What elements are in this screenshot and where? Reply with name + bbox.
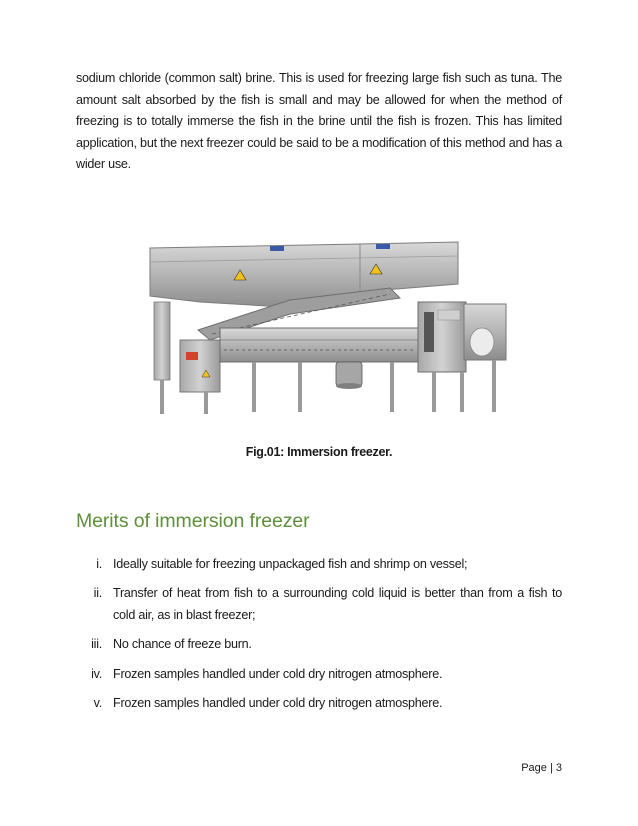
merits-list: [76, 554, 562, 723]
list-item: [76, 583, 562, 626]
list-item: [76, 554, 562, 576]
list-item-number: v.: [93, 696, 102, 711]
collection-drum: [336, 362, 362, 386]
list-item-number: i.: [96, 557, 102, 571]
intro-text: [76, 68, 562, 176]
list-item-number: iii.: [91, 637, 102, 652]
figure-image: [140, 222, 518, 420]
list-item-number: ii.: [93, 586, 102, 601]
logo-badge: [376, 244, 390, 249]
intro-paragraph: sodium chloride (common salt) brine. This is used for freezing large fish such as tuna. The amount salt absorbed by the fish is small and may be allowed for when the method of freezing is to totally immerse the fish in the brine until the fish is frozen. This has limited application, but the next freezer could be said to be a modification of this method and has a wider use.: [76, 71, 562, 172]
figure-caption: Fig.01: Immersion freezer.: [245, 445, 393, 459]
list-item-text: Ideally suitable for freezing unpackaged fish and shrimp on vessel;: [113, 557, 468, 571]
list-item: [76, 693, 562, 715]
list-item-text: Frozen samples handled under cold dry nitrogen atmosphere.: [113, 666, 443, 681]
list-item-text: Transfer of heat from fish to a surrounding cold liquid is better than from a fish to cold air, as in blast freezer;: [113, 586, 562, 622]
logo-badge: [270, 246, 284, 251]
section-heading: Merits of immersion freezer: [76, 510, 310, 532]
list-item: [76, 664, 562, 686]
list-item-number: iv.: [91, 666, 102, 681]
immersion-freezer-illustration: [140, 222, 518, 420]
immersion-tank: [220, 328, 420, 362]
list-item: [76, 634, 562, 656]
list-item-text: No chance of freeze burn.: [113, 637, 252, 652]
control-cabinet: [180, 340, 220, 392]
page-number: Page | 3: [521, 762, 562, 774]
list-item-text: Frozen samples handled under cold dry nitrogen atmosphere.: [113, 696, 443, 711]
